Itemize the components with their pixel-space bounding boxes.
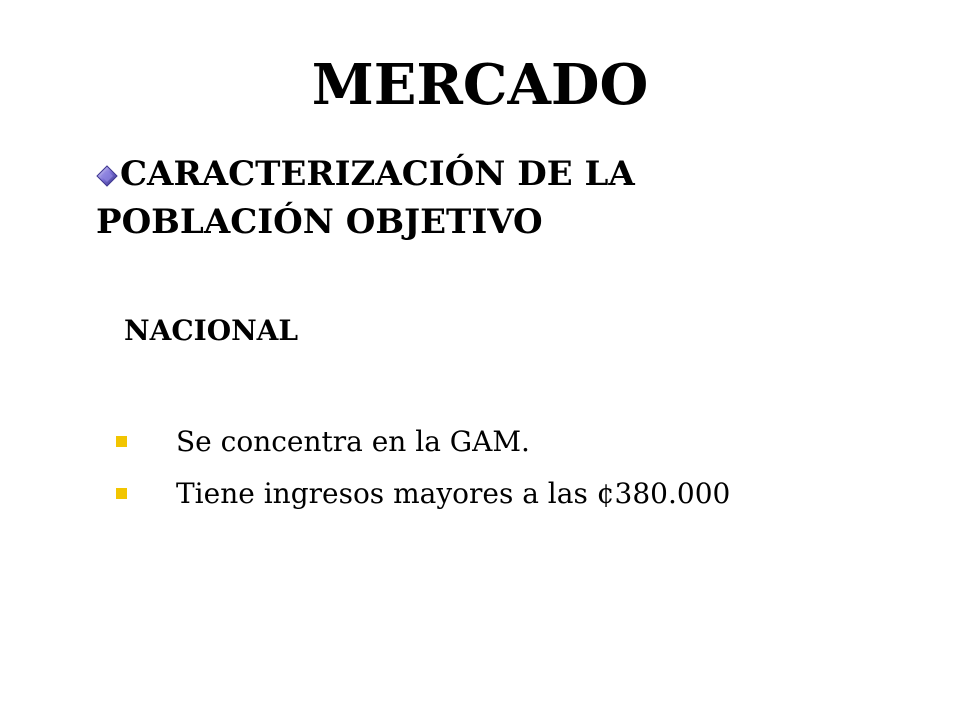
list-item [116, 472, 730, 524]
slide-title: MERCADO [311, 52, 649, 118]
diamond-bullet-icon [96, 165, 118, 187]
main-bullet-text: CARACTERIZACIÓN DE LA POBLACIÓN OBJETIVO [96, 154, 635, 242]
list-item [116, 420, 730, 472]
section-subheading: NACIONAL [124, 314, 299, 347]
square-bullet-icon [116, 488, 127, 499]
square-bullet-icon [116, 436, 127, 447]
list-item-text: Tiene ingresos mayores a las ¢380.000 [176, 477, 731, 510]
bullet-list [116, 420, 730, 524]
main-bullet [96, 150, 856, 246]
list-item-text: Se concentra en la GAM. [176, 425, 530, 458]
